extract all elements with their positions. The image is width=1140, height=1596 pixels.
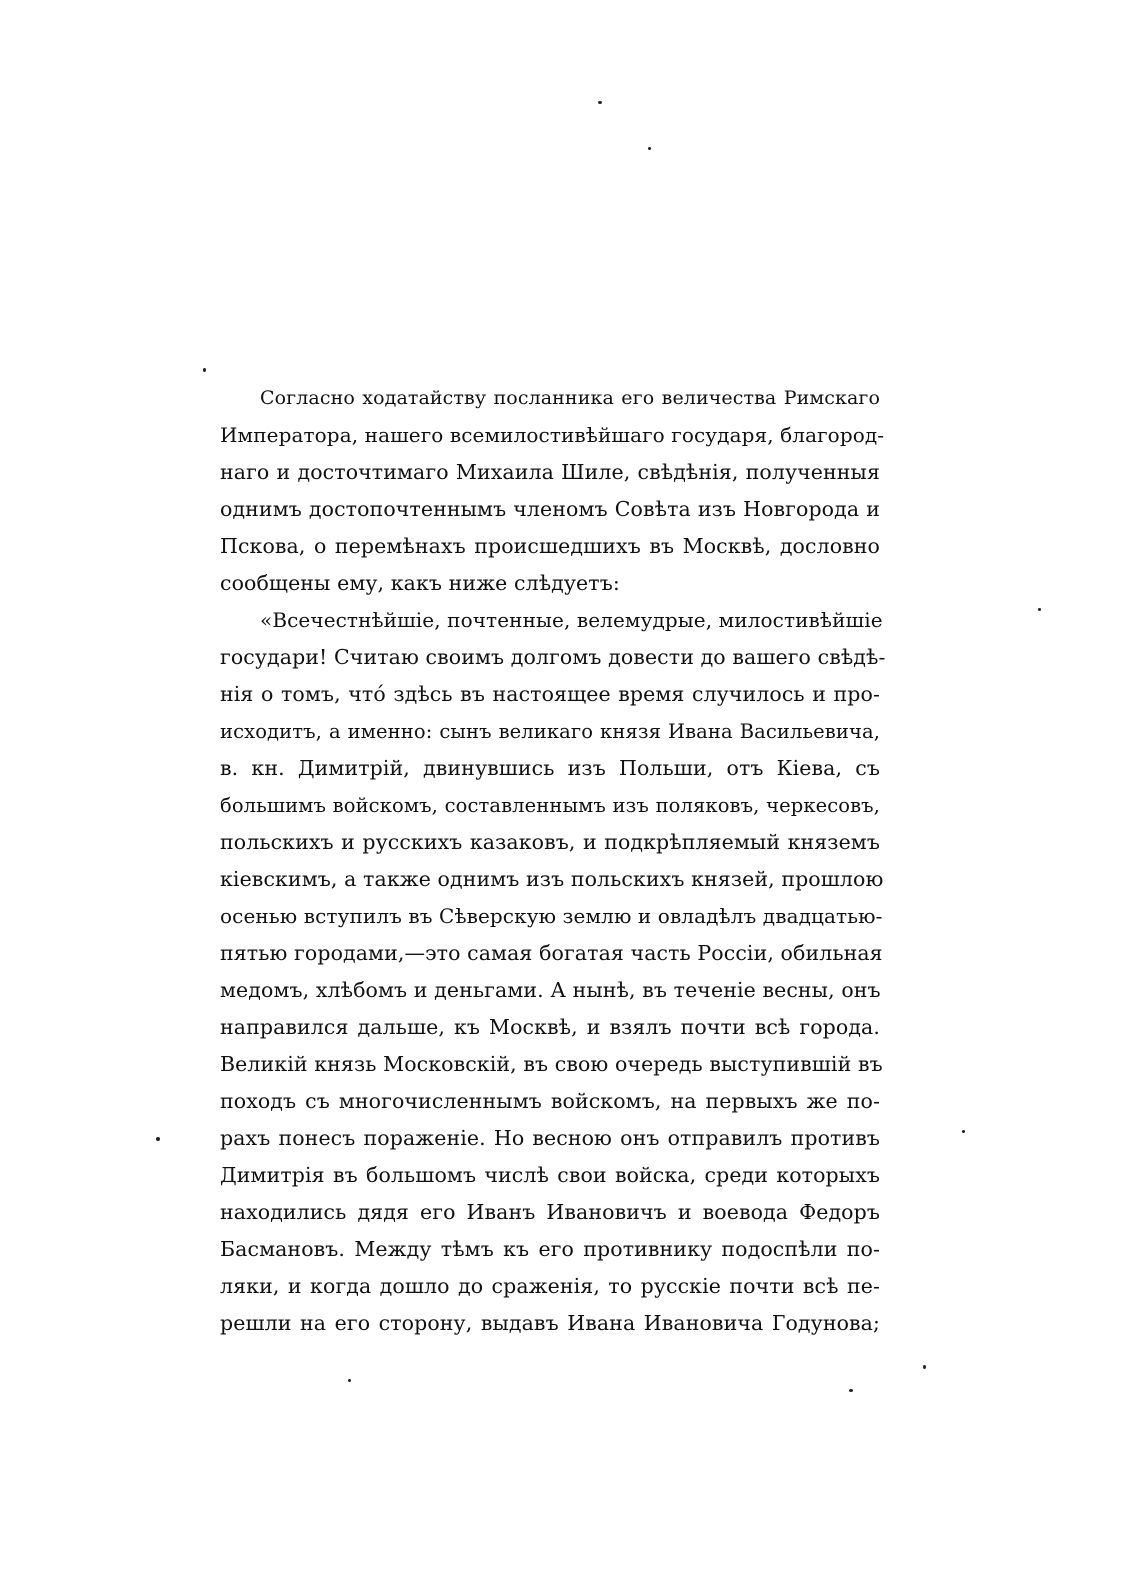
scan-speck [923,1365,926,1369]
text-line: осенью вступилъ въ Сѣверскую землю и овладѣлъ двадцатью- [220,904,883,928]
scan-speck [962,1130,965,1133]
text-line: государи! Считаю своимъ долгомъ довести до вашего свѣдѣ- [220,645,886,669]
scan-speck [849,1389,853,1392]
text-line: «Всечестнѣйшіе, почтенные, велемудрые, милостивѣйшіе [260,608,883,632]
text-line: однимъ достопочтеннымъ членомъ Совѣта изъ Новгорода и [220,497,880,521]
scan-speck [348,1379,351,1382]
text-line: ляки, и когда дошло до сраженія, то русскіе почти всѣ пе- [220,1274,880,1298]
text-line: походъ съ многочисленнымъ войскомъ, на первыхъ же по- [220,1089,880,1113]
text-line: Димитрія въ большомъ числѣ свои войска, среди которыхъ [220,1163,880,1187]
text-line: в. кн. Димитрій, двинувшись изъ Польши, отъ Кіева, съ [220,756,880,780]
text-line: Великій князь Московскій, въ свою очередь выступившій въ [220,1052,883,1076]
text-line: большимъ войскомъ, составленнымъ изъ поляковъ, черкесовъ, [220,794,880,817]
text-line: Басмановъ. Между тѣмъ къ его противнику подоспѣли по- [220,1237,880,1261]
scan-speck [156,1137,160,1141]
scan-speck [598,101,602,104]
text-line: медомъ, хлѣбомъ и деньгами. А нынѣ, въ теченіе весны, онъ [220,978,881,1002]
text-line: решли на его сторону, выдавъ Ивана Ивановича Годунова; [220,1311,880,1335]
scan-speck [1038,608,1041,611]
scan-speck [648,147,651,150]
text-line: кіевскимъ, а также однимъ изъ польскихъ князей, прошлою [220,867,884,891]
text-line: исходитъ, а именно: сынъ великаго князя Ивана Васильевича, [220,720,880,743]
text-line: Императора, нашего всемилостивѣйшаго государя, благород- [220,423,885,447]
text-line: нія о томъ, чтó здѣсь въ настоящее время случилось и про- [220,682,880,706]
body-text [220,380,886,1342]
text-line: рахъ понесъ пораженіе. Но весною онъ отправилъ противъ [220,1126,880,1150]
text-line: пятью городами,—это самая богатая часть Россіи, обильная [220,941,883,965]
text-line: сообщены ему, какъ ниже слѣдуетъ: [220,571,620,595]
text-line: Согласно ходатайству посланника его величества Римскаго [260,387,880,409]
text-line: Пскова, о перемѣнахъ происшедшихъ въ Москвѣ, дословно [220,534,880,558]
text-line: наго и досточтимаго Михаила Шиле, свѣдѣнія, полученныя [220,460,880,484]
text-line: польскихъ и русскихъ казаковъ, и подкрѣпляемый княземъ [220,830,880,854]
text-line: находились дядя его Иванъ Ивановичъ и воевода Федоръ [220,1200,880,1224]
scan-speck [203,368,206,372]
text-line: направился дальше, къ Москвѣ, и взялъ почти всѣ города. [220,1015,880,1039]
